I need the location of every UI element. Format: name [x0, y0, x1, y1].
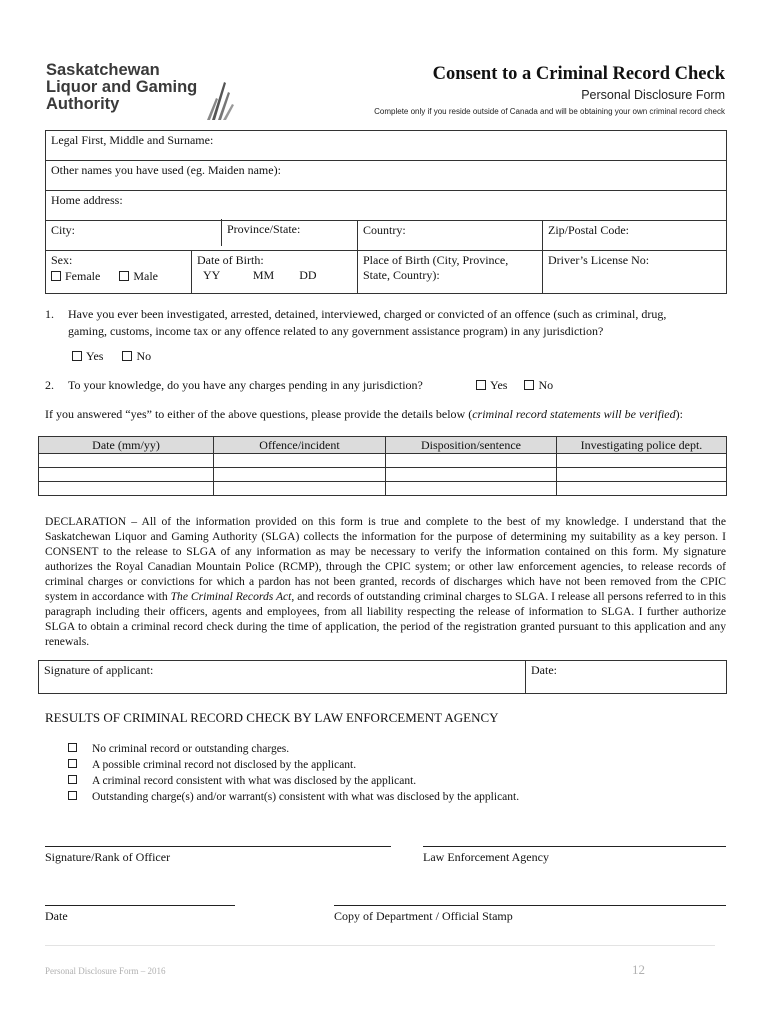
result-checkbox[interactable]: [68, 791, 77, 800]
date-of-birth-field[interactable]: [192, 251, 358, 294]
other-names-label: Other names you have used (eg. Maiden name):: [51, 163, 281, 177]
city-label: City:: [51, 223, 76, 237]
applicant-signature-label: Signature of applicant:: [44, 663, 154, 677]
dob-yy-label: YY: [203, 268, 220, 282]
q2-no-checkbox[interactable]: [524, 380, 534, 390]
signature-table: [38, 660, 727, 694]
zip-label: Zip/Postal Code:: [548, 223, 629, 237]
pob-label-line2: State, Country):: [363, 268, 440, 282]
result-label: Outstanding charge(s) and/or warrant(s) consistent with what was disclosed by the applicant.: [92, 791, 520, 803]
org-name-line3: Authority: [46, 95, 120, 113]
org-name-line1: Saskatchewan: [46, 61, 160, 79]
results-list: [68, 741, 519, 805]
q1-no-label: No: [136, 349, 152, 363]
province-label: Province/State:: [227, 222, 301, 236]
q1-line2: gaming, customs, income tax or any offence related to any government assistance program) in any jurisdiction?: [68, 324, 604, 338]
table-row: [39, 482, 727, 496]
officer-date-label: Date: [45, 909, 68, 923]
applicant-signature-field[interactable]: [39, 661, 526, 694]
result-label: A criminal record consistent with what was disclosed by the applicant.: [92, 775, 417, 787]
officer-signature-line[interactable]: [45, 846, 391, 847]
details-prompt-b: ):: [675, 407, 683, 421]
home-address-label: Home address:: [51, 193, 123, 207]
col-date: Date (mm/yy): [39, 437, 214, 454]
province-divider: [221, 219, 222, 246]
q2-text: To your knowledge, do you have any charges pending in any jurisdiction?: [68, 378, 423, 392]
declaration-act: The Criminal Records Act: [170, 590, 292, 603]
q2-yes-label: Yes: [490, 378, 508, 392]
agency-label: Law Enforcement Agency: [423, 850, 549, 864]
q1-yes-label: Yes: [86, 349, 104, 363]
officer-signature-label: Signature/Rank of Officer: [45, 850, 171, 864]
q2-no-label: No: [538, 378, 554, 392]
details-prompt: [45, 406, 683, 423]
signature-date-field[interactable]: [526, 661, 727, 694]
signature-date-label: Date:: [531, 663, 557, 677]
col-offence: Offence/incident: [214, 437, 386, 454]
dob-mm-label: MM: [252, 268, 275, 282]
result-checkbox[interactable]: [68, 775, 77, 784]
country-label: Country:: [363, 223, 406, 237]
legal-name-label: Legal First, Middle and Surname:: [51, 133, 214, 147]
result-checkbox[interactable]: [68, 759, 77, 768]
details-prompt-a: If you answered “yes” to either of the above questions, please provide the details below (: [45, 407, 473, 421]
list-item: [68, 789, 519, 805]
footer-text: Personal Disclosure Form – 2016: [45, 966, 166, 976]
list-item: [68, 773, 519, 789]
legal-name-field[interactable]: [46, 131, 727, 161]
declaration-part2: , and records of outstanding criminal charges to SLGA. I release all persons referred to in this paragraph including their officers, agents and employees, from all liability respecting the release of information to SLGA. I further authorize SLGA to obtain a criminal record check during the time of application, the period of the registration granted pursuant to this application and any renewals.: [45, 590, 727, 648]
org-name-line2: Liquor and Gaming: [46, 78, 198, 96]
dob-label: Date of Birth:: [197, 253, 264, 267]
officer-date-line[interactable]: [45, 905, 235, 906]
list-item: [68, 741, 519, 757]
footer-divider: [45, 945, 715, 946]
q1-text: [68, 306, 728, 340]
q1-options: [72, 348, 151, 365]
declaration-part1: DECLARATION – All of the information provided on this form is true and complete to the best of my knowledge. I understand that the Saskatchewan Liquor and Gaming Authority (SLGA) collects the information for the purpose of determining my suitability as a key person. I CONSENT to the release to SLGA of any information as may be necessary to verify the information contained on this form. My signature authorizes the Royal Canadian Mountain Police (RCMP), through the CPIC system; or other law enforcement agencies, to release records of criminal charges or convictions for which a pardon has not been granted, records of discharges which have not been removed from the CPIC system in accordance with: [45, 515, 726, 603]
q1-no-checkbox[interactable]: [122, 351, 132, 361]
zip-field[interactable]: [543, 221, 727, 251]
results-heading: RESULTS OF CRIMINAL RECORD CHECK BY LAW ENFORCEMENT AGENCY: [45, 710, 499, 725]
female-label: Female: [65, 269, 101, 283]
details-prompt-emphasis: criminal record statements will be verified: [472, 407, 676, 421]
applicant-info-table: [45, 130, 727, 294]
home-address-field[interactable]: [46, 191, 727, 221]
male-checkbox[interactable]: [119, 271, 129, 281]
dob-dd-label: DD: [299, 268, 317, 282]
stamp-label: Copy of Department / Official Stamp: [334, 909, 513, 923]
sex-field: [46, 251, 192, 294]
city-province-field[interactable]: [46, 221, 358, 251]
place-of-birth-field[interactable]: [358, 251, 543, 294]
table-row: [39, 468, 727, 482]
stamp-line[interactable]: [334, 905, 726, 906]
license-label: Driver’s License No:: [548, 253, 650, 267]
q2-number: 2.: [45, 378, 54, 392]
form-note: Complete only if you reside outside of Canada and will be obtaining your own criminal record check: [374, 107, 725, 116]
col-police-dept: Investigating police dept.: [557, 437, 727, 454]
other-names-field[interactable]: [46, 161, 727, 191]
q1-number: 1.: [45, 307, 54, 321]
q2-options: [476, 377, 553, 394]
q1-yes-checkbox[interactable]: [72, 351, 82, 361]
drivers-license-field[interactable]: [543, 251, 727, 294]
pob-label-line1: Place of Birth (City, Province,: [363, 253, 509, 267]
col-disposition: Disposition/sentence: [386, 437, 557, 454]
form-subtitle: Personal Disclosure Form: [581, 88, 725, 102]
wheat-logo-icon: [198, 80, 238, 122]
form-title: Consent to a Criminal Record Check: [432, 64, 725, 84]
q2-yes-checkbox[interactable]: [476, 380, 486, 390]
q1-line1: Have you ever been investigated, arrested, detained, interviewed, charged or convicted of an offence (such as criminal, drug,: [68, 307, 667, 321]
female-checkbox[interactable]: [51, 271, 61, 281]
male-label: Male: [133, 269, 158, 283]
sex-label: Sex:: [51, 253, 73, 267]
agency-line[interactable]: [423, 846, 726, 847]
country-field[interactable]: [358, 221, 543, 251]
offence-details-table: [38, 436, 727, 496]
result-checkbox[interactable]: [68, 743, 77, 752]
result-label: A possible criminal record not disclosed by the applicant.: [92, 759, 357, 771]
declaration-text: [45, 514, 726, 649]
list-item: [68, 757, 519, 773]
page-number: 12: [632, 962, 645, 977]
table-row: [39, 454, 727, 468]
result-label: No criminal record or outstanding charges.: [92, 743, 290, 755]
